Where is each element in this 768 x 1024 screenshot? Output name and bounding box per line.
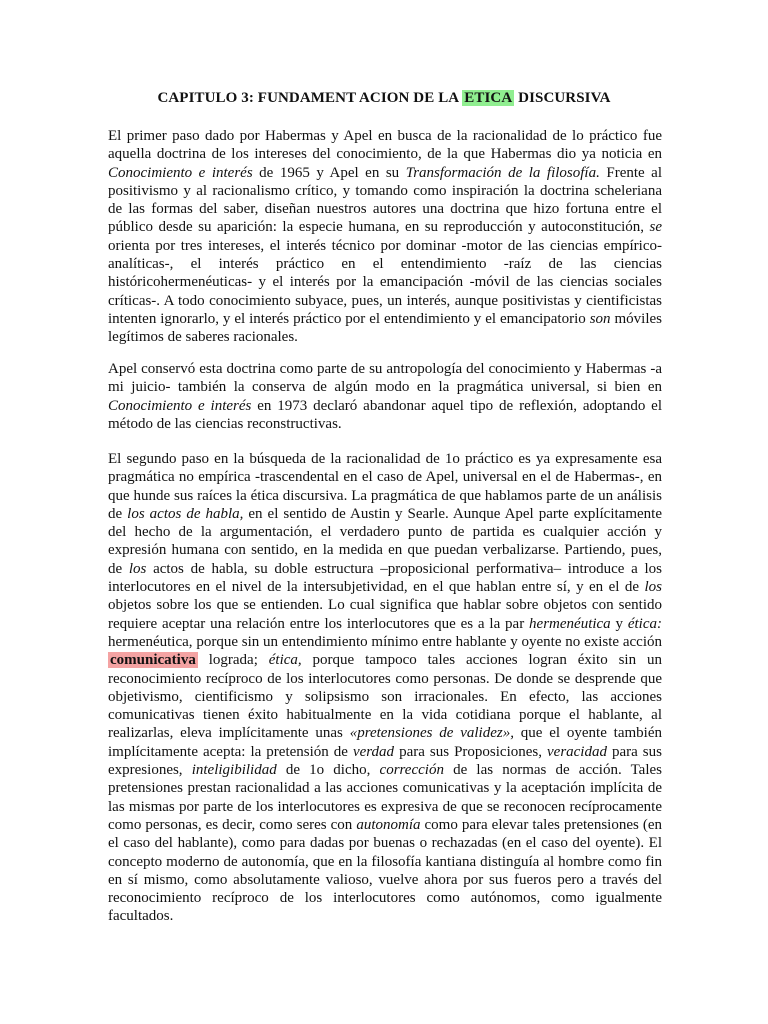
p3-italic: ética, xyxy=(268,652,302,669)
p3-italic: hermenéutica xyxy=(529,615,611,632)
p1-italic-word: son xyxy=(589,310,611,327)
chapter-title xyxy=(0,90,768,107)
p3-italic: ética: xyxy=(627,615,662,632)
p2-text: Apel conservó esta doctrina como parte de su antropología del conocimiento y Habermas -a mi juicio- también la conserva de algún modo en la pragmática universal, si bien en xyxy=(108,361,662,396)
p3-text: El segundo paso en la búsqueda de la racionalidad de 1o práctico es ya expresamente esa pragmática no empírica -trascendental en el caso de Apel, universal en el de Habermas-, en que hunde sus raíces la ética discursiva. La pragmática de que hablamos parte de un análisis de xyxy=(108,451,662,522)
p3-text: como para elevar tales pretensiones (en el caso del hablante), como para dadas por buenas o rechazadas (en el caso del oyente). El concepto moderno de autonomía, que en la filosofía kantiana distinguía al hombre como fin en sí mismo, como absolutamente valioso, vuelve ahora por sus fueros pero a través del reconocimiento recíproco de los interlocutores como autónomos, como igualmente facultados. xyxy=(108,816,663,925)
title-text: CAPITULO 3: FUNDAMENT ACION DE LA xyxy=(157,90,463,106)
p1-italic-title: Conocimiento e interés xyxy=(108,164,253,181)
paragraph-1 xyxy=(108,127,662,347)
p3-italic: autonomía xyxy=(356,816,421,833)
p1-text: El primer paso dado por Habermas y Apel en busca de la racionalidad de lo práctico fue aquella doctrina de los intereses del conocimiento, de la que Habermas dio ya noticia en xyxy=(108,128,662,163)
p3-italic: inteligibilidad xyxy=(191,762,277,779)
p3-text: lograda; xyxy=(197,652,269,669)
p1-text: Frente al positivismo y al racionalismo crítico, y tomando como inspiración la doctrina scheleriana de las formas del saber, diseñan nuestros autores una doctrina que hizo fortuna entre el público desde su aparición: la especie humana, en su reproducción y autoconstitución, xyxy=(108,164,663,236)
p3-italic: los actos de habla, xyxy=(127,505,244,522)
p3-italic: verdad xyxy=(352,743,395,760)
p1-text: orienta por tres intereses, el interés técnico por dominar -motor de las ciencias empírico-analíticas-, el interés práctico en el entendimiento -raíz de las ciencias históricohermenéuticas- y el interés por la emancipación -móvil de las ciencias sociales críticas-. A todo conocimiento subyace, pues, un interés, aunque positivistas y cientificistas intenten ignorarlo, y el interés práctico por el entendimiento y el emancipatorio xyxy=(108,237,662,327)
paragraph-2 xyxy=(108,360,662,433)
p3-italic: los xyxy=(644,579,662,596)
p3-text: que el oyente también implícitamente acepta: la pretensión de xyxy=(108,725,662,760)
p3-italic: corrección xyxy=(379,762,444,779)
p3-text: de 1o dicho, xyxy=(276,762,380,779)
p3-italic: los xyxy=(128,560,147,577)
paragraph-3 xyxy=(108,450,662,926)
title-highlight: ETICA xyxy=(464,90,513,106)
p3-text: para sus expresiones, xyxy=(108,743,662,779)
p1-text: de 1965 y Apel en su xyxy=(252,164,406,181)
p3-italic: veracidad xyxy=(547,743,607,760)
p3-text: para sus Proposiciones, xyxy=(394,743,547,760)
p2-italic-title: Conocimiento e interés xyxy=(108,397,252,414)
p3-text: porque tampoco tales acciones logran éxito sin un reconocimiento recíproco de los interlocutores como personas. De donde se desprende que objetivismo, cientificismo y solipsismo son irracionales. En efecto, las acciones comunicativas tienen éxito habitualmente en la vida cotidiana porque el hablante, al realizarlas, eleva implícitamente unas xyxy=(108,652,662,742)
p3-text: y xyxy=(610,615,628,632)
p3-text: hermenéutica, porque sin un entendimiento mínimo entre hablante y oyente no existe acción xyxy=(108,633,662,650)
p1-italic-title: Transformación de la filosofía. xyxy=(405,164,600,181)
p1-italic-word: se xyxy=(649,219,662,236)
p3-text: objetos sobre los que se entienden. Lo cual significa que hablar sobre objetos con sentido requiere aceptar una relación entre los interlocutores que es a la par xyxy=(108,597,662,632)
p3-text: en el sentido de Austin y Searle. Aunque Apel parte explícitamente del hecho de la argumentación, el verdadero punto de partida es cualquier acción y expresión humana con sentido, en la medida en que puedan verbalizarse. Partiendo, pues, de xyxy=(108,505,662,577)
p3-italic: «pretensiones de validez», xyxy=(349,725,514,742)
highlighted-word: comunicativa xyxy=(110,652,196,669)
p1-text: móviles legítimos de saberes racionales. xyxy=(108,310,663,346)
p2-text: en 1973 declaró abandonar aquel tipo de reflexión, adoptando el método de las ciencias reconstructivas. xyxy=(108,397,663,432)
p3-text: de las normas de acción. Tales pretensiones prestan racionalidad a las acciones comunicativas y la aceptación implícita de las mismas por parte de los interlocutores es expresiva de que se reconocen recíprocamente como personas, es decir, como seres con xyxy=(108,762,663,833)
title-text-end: DISCURSIVA xyxy=(514,90,611,106)
p3-text: actos de habla, su doble estructura –proposicional performativa– introduce a los interlocutores en el nivel de la intersubjetividad, en el que hablan entre sí, y en el de xyxy=(108,560,662,596)
